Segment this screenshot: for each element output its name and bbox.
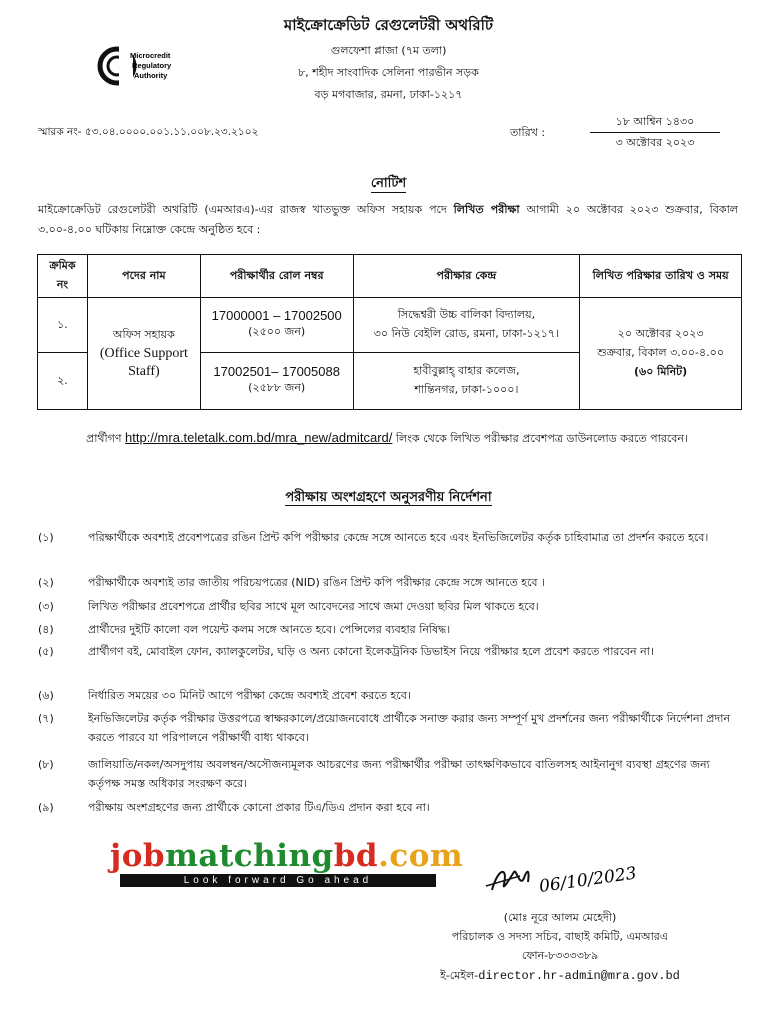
instruction-item: (৪) প্রার্থীদের দুইটি কালো বল পয়েন্ট কলম সঙ্গে আনতে হবে। পেন্সিলের ব্যবহার নিষিদ্ধ। [38, 623, 451, 636]
serial-cell: ২. [38, 353, 88, 410]
handwritten-signature [480, 848, 650, 908]
date-label: তারিখ : [510, 126, 546, 139]
table-header-row [38, 255, 742, 298]
instruction-item: (৩) লিখিত পরীক্ষার প্রবেশপত্রে প্রার্থীর ছবির সাথে মূল আবেদনের সাথে জমা দেওয়া ছবির মিল থাকতে হবে। [38, 600, 539, 613]
exam-table [37, 254, 742, 410]
written-exam-bold: লিখিত পরীক্ষা [453, 203, 520, 216]
address-line-3: বড় মগবাজার, রমনা, ঢাকা-১২১৭ [314, 88, 463, 101]
roll-cell [200, 353, 353, 410]
center-name: হাবীবুল্লাহ্ বাহার কলেজ, [413, 364, 520, 377]
signer-phone: ফোন-৮৩৩৩৩৮৯ [521, 949, 599, 962]
logo-text-line3: Authority [134, 71, 168, 80]
watermark-tagline: Look forward Go ahead [120, 874, 436, 887]
col-center: পরীক্ষার কেন্দ্র [353, 255, 580, 298]
exam-date: ২০ অক্টোবর ২০২৩ [617, 327, 704, 340]
date-bangla: ১৮ আশ্বিন ১৪৩০ [615, 115, 695, 128]
roll-range: 17002501– 17005088 [213, 364, 340, 379]
watermark-logo: jobmatchingbd.com [110, 838, 464, 874]
table-row [38, 298, 742, 353]
signer-designation: পরিচালক ও সদস্য সচিব, বাছাই কমিটি, এমআরএ [451, 930, 669, 943]
exam-duration: (৬০ মিনিট) [634, 365, 688, 378]
candidate-count: (২৫০০ জন) [248, 325, 306, 338]
instruction-item: (৬) নির্ধারিত সময়ের ৩০ মিনিট আগে পরীক্ষা কেন্দ্রে অবশ্যই প্রবেশ করতে হবে। [38, 689, 411, 702]
email-address[interactable]: director.hr-admin@mra.gov.bd [478, 969, 680, 983]
address-line-2: ৮, শহীদ সাংবাদিক সেলিনা পারভীন সড়ক [298, 66, 479, 79]
logo-text-line1: Microcredit [130, 51, 171, 60]
col-serial: ক্রমিক নং [38, 255, 88, 298]
instruction-item: (৯) পরীক্ষায় অংশগ্রহণের জন্য প্রার্থীকে কোনো প্রকার টিএ/ডিএ প্রদান করা হবে না। [38, 801, 430, 814]
logo-text-line2: Regulatory [132, 61, 172, 70]
center-address: শান্তিনগর, ঢাকা-১০০০। [414, 383, 519, 396]
address-line-1: গুলফেশা প্লাজা (৭ম তলা) [330, 44, 447, 57]
instructions-title: পরীক্ষায় অংশগ্রহণে অনুসরণীয় নির্দেশনা [285, 490, 492, 505]
exam-datetime-cell [580, 298, 742, 410]
post-name-bn: অফিস সহায়ক [112, 328, 175, 341]
signer-name: (মোঃ নূরে আলম মেহেদী) [503, 911, 617, 924]
org-name: মাইক্রোক্রেডিট রেগুলেটরী অথরিটি [283, 16, 494, 34]
instruction-item: (৮) জালিয়াতি/নকল/অসদুপায় অবলম্বন/অসৌজন্যমূলক আচরণের জন্য পরীক্ষার্থীর পরীক্ষা তাৎক্ষণিকভাবে বাতিলসহ আইনানুগ ব্যবস্থা গ্রহণের জন্য কর্তৃপক্ষ সমস্ত অধিকার সংরক্ষণ করে। [38, 758, 710, 790]
roll-range: 17000001 – 17002500 [211, 308, 342, 323]
date-box [590, 112, 720, 153]
post-name-en: (Office Support Staff) [99, 346, 188, 379]
post-name-cell [87, 298, 200, 410]
admit-card-text: প্রার্থীগণ http://mra.teletalk.com.bd/mra_new/admitcard/ লিংক থেকে লিখিত পরীক্ষার প্রবেশপত্র ডাউনলোড করতে পারবেন। [86, 430, 688, 445]
notice-title: নোটিশ [370, 176, 407, 191]
exam-time: শুক্রবার, বিকাল ৩.০০-৪.০০ [597, 346, 724, 359]
notice-intro: মাইক্রোক্রেডিট রেগুলেটরী অথরিটি (এমআরএ)-এর রাজস্ব খাতভুক্ত অফিস সহায়ক পদে লিখিত পরীক্ষা আগামী ২০ অক্টোবর ২০২৩ শুক্রবার, বিকাল ৩.০০-৪.০০ ঘটিকায় নিম্নোক্ত কেন্দ্রে অনুষ্ঠিত হবে : [38, 203, 739, 236]
center-name: সিদ্ধেশ্বরী উচ্চ বালিকা বিদ্যালয়, [397, 308, 536, 321]
serial-cell: ১. [38, 298, 88, 353]
col-post: পদের নাম [87, 255, 200, 298]
instruction-item: (১) পরিক্ষার্থীকে অবশ্যই প্রবেশপত্রের রঙিন প্রিন্ট কপি পরীক্ষার কেন্দ্রে সঙ্গে আনতে হবে এবং ইনভিজিলেটর কর্তৃক চাহিবামাত্র তা প্রদর্শন করতে হবে। [38, 531, 709, 544]
instruction-item: (৭) ইনভিজিলেটর কর্তৃক পরীক্ষার উত্তরপত্রে স্বাক্ষরকালে/প্রয়োজনবোধে প্রার্থীকে সনাক্ত করার জন্য সম্পূর্ণ মুখ প্রদর্শনের জন্য পরীক্ষার্থীকে নির্দেশনা প্রদান করতে পারবে যা পরিপালনে পরীক্ষার্থী বাধ্য থাকবে। [38, 712, 731, 744]
signer-email: ই-মেইল-director.hr-admin@mra.gov.bd [440, 969, 680, 983]
memo-number: স্মারক নং- ৫৩.০৪.০০০০.০০১.১১.০০৮.২৩.২১০২ [38, 126, 259, 138]
instruction-item: (২) পরীক্ষার্থীকে অবশ্যই তার জাতীয় পরিচয়পত্রের (NID) রঙিন প্রিন্ট কপি পরীক্ষার কেন্দ্রে সঙ্গে আনতে হবে । [38, 576, 545, 589]
center-cell [353, 298, 580, 353]
col-datetime: লিখিত পরিক্ষার তারিখ ও সময় [580, 255, 742, 298]
col-roll: পরীক্ষার্থীর রোল নম্বর [200, 255, 353, 298]
center-address: ৩০ নিউ বেইলি রোড, রমনা, ঢাকা-১২১৭। [373, 327, 559, 340]
instruction-item: (৫) প্রার্থীগণ বই, মোবাইল ফোন, ক্যালকুলেটর, ঘড়ি ও অন্য কোনো ইলেকট্রনিক ডিভাইস নিয়ে পরীক্ষার হলে প্রবেশ করতে পারবেন না। [38, 645, 654, 658]
candidate-count: (২৫৮৮ জন) [248, 381, 306, 394]
center-cell [353, 353, 580, 410]
date-english: ৩ অক্টোবর ২০২৩ [615, 136, 695, 149]
admit-card-link[interactable]: http://mra.teletalk.com.bd/mra_new/admitcard/ [125, 430, 393, 445]
roll-cell [200, 298, 353, 353]
signature-date: 06/10/2023 [537, 863, 638, 897]
